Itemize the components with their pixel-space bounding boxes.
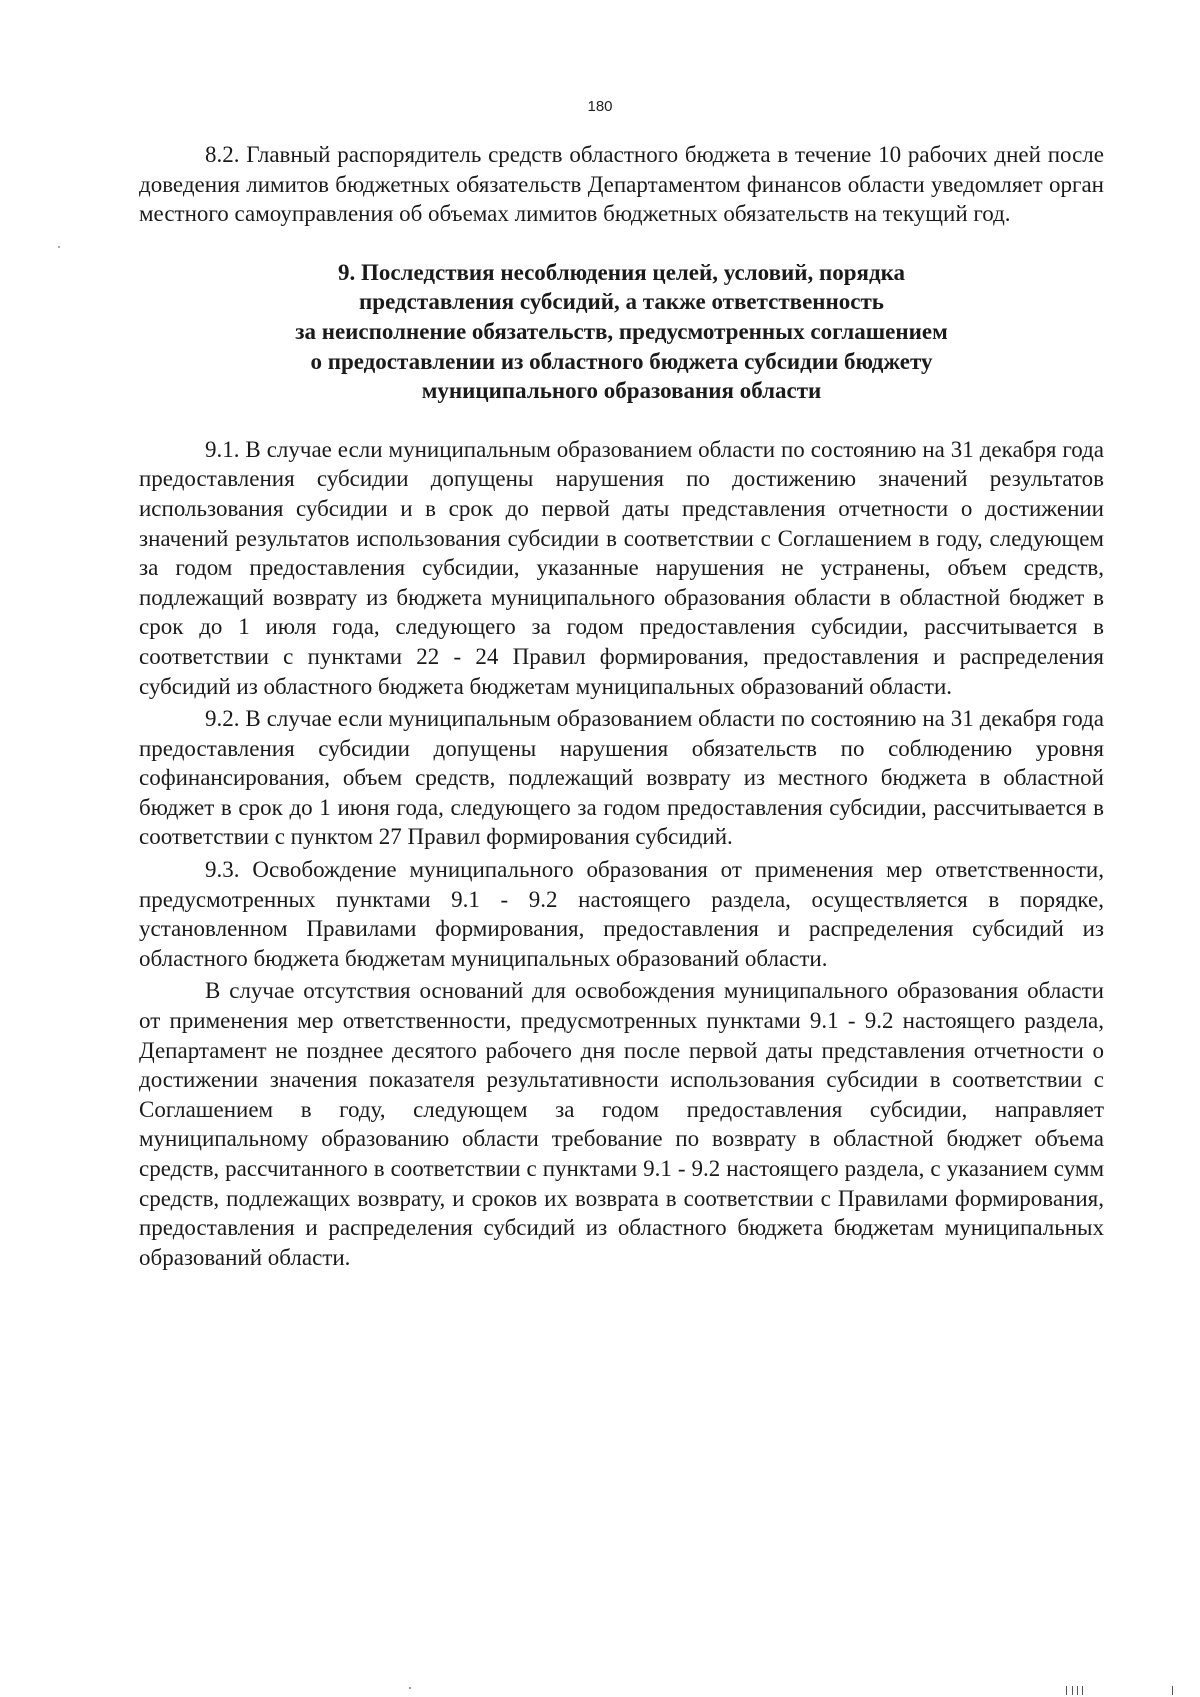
paragraph-8-2: 8.2. Главный распорядитель средств областного бюджета в течение 10 рабочих дней после доведения лимитов бюджетных обязательств Департаментом финансов области уведомляет орган местного самоуправления об объемах лимитов бюджетных обязательств на текущий год. [139, 142, 1104, 227]
page-number: 180 [587, 98, 613, 115]
section-9-heading-line: представления субсидий, а также ответственность [359, 289, 884, 315]
section-9-heading-line: 9. Последствия несоблюдения целей, условий, порядка [337, 259, 906, 285]
paragraph-9-3: 9.3. Освобождение муниципального образования от применения мер ответственности, предусмотренных пунктами 9.1 - 9.2 настоящего раздела, осуществляется в порядке, установленном Правилами формирования, предоставления и распределения субсидий из областного бюджета бюджетам муниципальных образований области. [139, 857, 1104, 971]
scan-edge-tick [1077, 1686, 1078, 1695]
paragraph-final: В случае отсутствия оснований для освобождения муниципального образования области от применения мер ответственности, предусмотренных пунктами 9.1 - 9.2 настоящего раздела, Департамент не позднее десятого рабочего дня после первой даты представления отчетности о достижении значения показателя результативности использования субсидии в соответствии с Соглашением в году, следующем за годом предоставления субсидии, направляет муниципальному образованию области требование по возврату в областной бюджет объема средств, рассчитанного в соответствии с пунктами 9.1 - 9.2 настоящего раздела, с указанием сумм средств, подлежащих возврату, и сроков их возврата в соответствии с Правилами формирования, предоставления и распределения субсидий из областного бюджета бюджетам муниципальных образований области. [139, 978, 1104, 1270]
scan-edge-tick [1072, 1686, 1073, 1695]
scan-speck [409, 1687, 411, 1689]
section-9-heading [139, 258, 1104, 406]
document-body [139, 140, 1104, 1272]
section-9-heading-line: о предоставлении из областного бюджета субсидии бюджету [310, 348, 933, 374]
section-9-heading-line: муниципального образования области [421, 378, 822, 404]
scan-edge-tick [1066, 1686, 1067, 1695]
scan-speck [58, 246, 60, 248]
paragraph-9-1: 9.1. В случае если муниципальным образованием области по состоянию на 31 декабря года предоставления субсидии допущены нарушения по достижению значений результатов использования субсидии и в срок до первой даты представления отчетности о достижении значений результатов использования субсидии в соответствии с Соглашением в году, следующем за годом предоставления субсидии, указанные нарушения не устранены, объем средств, подлежащий возврату из бюджета муниципального образования области в областной бюджет в срок до 1 июля года, следующего за годом предоставления субсидии, рассчитывается в соответствии с пунктами 22 - 24 Правил формирования, предоставления и распределения субсидий из областного бюджета бюджетам муниципальных образований области. [139, 436, 1104, 699]
scan-edge-tick [1172, 1686, 1173, 1695]
section-9-heading-line: за неисполнение обязательств, предусмотренных соглашением [295, 318, 948, 344]
scan-edge-tick [1082, 1686, 1083, 1695]
paragraph-9-2: 9.2. В случае если муниципальным образованием области по состоянию на 31 декабря года предоставления субсидии допущены нарушения обязательств по соблюдению уровня софинансирования, объем средств, подлежащий возврату из местного бюджета в областной бюджет в срок до 1 июня года, следующего за годом предоставления субсидии, рассчитывается в соответствии с пунктом 27 Правил формирования субсидий. [139, 706, 1104, 850]
